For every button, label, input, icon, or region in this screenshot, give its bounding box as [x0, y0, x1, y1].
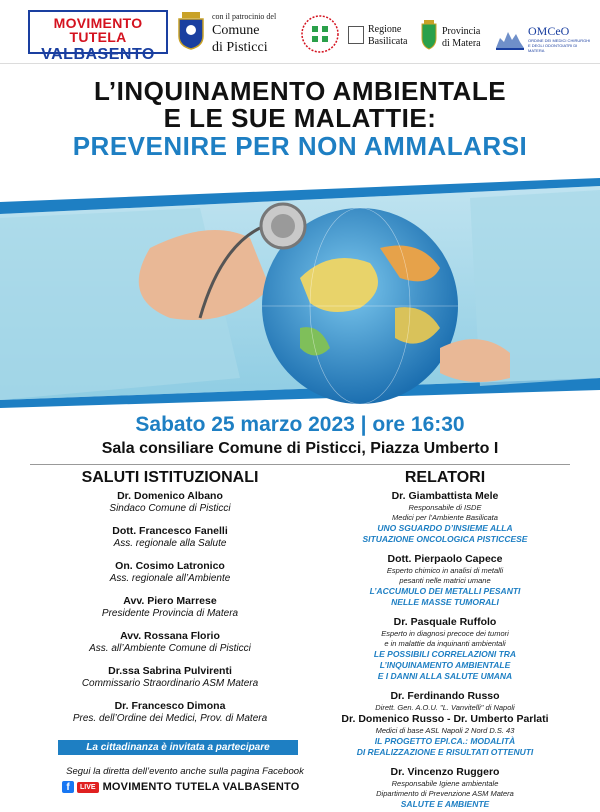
person-role: Pres. dell’Ordine dei Medici, Prov. di Matera	[72, 713, 268, 724]
omceo-subtitle: ORDINE DEI MEDICI CHIRURGHI E DEGLI ODONTOIATRI DI MATERA	[528, 38, 591, 53]
list-item	[30, 525, 310, 550]
relatori-heading: RELATORI	[404, 469, 486, 486]
region-line1: Regione	[368, 24, 402, 35]
speaker-desc: Responsabile di ISDE	[408, 503, 482, 512]
speaker-topic: L’INQUINAMENTO AMBIENTALE	[379, 660, 511, 670]
hero-image	[0, 178, 600, 408]
list-item	[300, 690, 590, 758]
speaker-name: Dr. Vincenzo Ruggero	[390, 766, 500, 778]
list-item	[300, 553, 590, 608]
list-item	[30, 665, 310, 690]
patronage-name-line2: di Pisticci	[212, 40, 268, 55]
provincia-matera-logo	[420, 20, 488, 56]
omceo-building-icon	[494, 24, 526, 52]
speaker-name: Dr. Domenico Russo - Dr. Umberto Parlati	[341, 713, 549, 725]
organizer-name-line2: VALBASENTO	[41, 46, 155, 63]
speaker-topic: LE POSSIBILI CORRELAZIONI TRA	[373, 649, 517, 659]
list-item	[30, 490, 310, 515]
provincia-crest-icon	[420, 20, 438, 50]
speaker-topic: L’ACCUMULO DEI METALLI PESANTI	[369, 586, 521, 596]
patronage-label: con il patrocinio del	[212, 12, 277, 21]
person-name: On. Cosimo Latronico	[115, 560, 225, 572]
person-role: Sindaco Comune di Pisticci	[109, 503, 231, 514]
speaker-desc: Esperto in diagnosi precoce dei tumori	[381, 629, 509, 638]
list-item	[30, 560, 310, 585]
facebook-page-name: MOVIMENTO TUTELA VALBASENTO	[102, 781, 300, 793]
speaker-name: Dott. Pierpaolo Capece	[387, 553, 503, 565]
speaker-desc: e in malattie da inquinanti ambientali	[384, 639, 506, 648]
event-date: Sabato 25 marzo 2023 | ore 16:30	[135, 413, 465, 436]
list-item	[30, 630, 310, 655]
speaker-desc: Dipartimento di Prevenzione ASM Matera	[376, 789, 514, 798]
speaker-topic: SITUAZIONE ONCOLOGICA PISTICCESE	[362, 534, 528, 544]
omceo-name: OMCeO	[528, 24, 570, 38]
speaker-desc: Esperto chimico in analisi di metalli	[386, 566, 504, 575]
speaker-desc: Medici per l’Ambiente Basilicata	[392, 513, 498, 522]
province-line2: di Matera	[442, 38, 481, 49]
person-role: Ass. regionale alla Salute	[113, 538, 227, 549]
speaker-topic: NELLE MASSE TUMORALI	[391, 597, 499, 607]
speaker-name: Dr. Pasquale Ruffolo	[393, 616, 497, 628]
speaker-name: Dr. Ferdinando Russo	[390, 690, 500, 702]
logo-header	[0, 0, 600, 64]
title-line2: E LE SUE MALATTIE:	[163, 103, 437, 134]
person-role: Commissario Straordinario ASM Matera	[81, 678, 259, 689]
saluti-heading: SALUTI ISTITUZIONALI	[81, 469, 259, 486]
organizer-logo	[28, 10, 168, 63]
invite-banner: La cittadinanza è invitata a partecipare	[58, 740, 298, 755]
speaker-topic: DI REALIZZAZIONE E RISULTATI OTTENUTI	[356, 747, 534, 757]
divider	[30, 464, 570, 465]
province-line1: Provincia	[442, 26, 481, 37]
follow-text: Segui la diretta dell’evento anche sulla pagina Facebook	[66, 766, 304, 777]
speaker-desc: Responsabile Igiene ambientale	[391, 779, 499, 788]
pisticci-crest-icon	[176, 12, 206, 50]
list-item	[30, 595, 310, 620]
list-item	[30, 700, 310, 725]
live-badge: LIVE	[77, 782, 99, 793]
region-line2: Basilicata	[368, 36, 408, 47]
event-place: Sala consiliare Comune di Pisticci, Piazza Umberto I	[101, 440, 499, 457]
saluti-list	[30, 490, 310, 735]
speaker-topic: E I DANNI ALLA SALUTE UMANA	[377, 671, 513, 681]
speaker-desc: Medici di base ASL Napoli 2 Nord D.S. 43	[375, 726, 515, 735]
facebook-icon: f	[62, 781, 74, 793]
event-title	[0, 78, 600, 160]
speaker-topic: IL PROGETTO EPI.CA.: MODALITÀ	[374, 736, 516, 746]
relatori-list	[300, 490, 590, 812]
regione-basilicata-logo	[348, 22, 416, 54]
organizer-name-line1: MOVIMENTO TUTELA	[53, 15, 143, 45]
person-name: Dr. Francesco Dimona	[114, 700, 226, 712]
person-role: Ass. regionale all’Ambiente	[109, 573, 231, 584]
omceo-logo	[494, 22, 594, 54]
person-name: Avv. Rossana Florio	[120, 630, 220, 642]
regione-flag-icon	[348, 26, 364, 44]
list-item	[300, 766, 590, 810]
person-name: Dr. Domenico Albano	[117, 490, 223, 502]
person-role: Presidente Provincia di Matera	[101, 608, 239, 619]
person-name: Dr.ssa Sabrina Pulvirenti	[108, 665, 232, 677]
list-item	[300, 616, 590, 682]
person-name: Dott. Francesco Fanelli	[112, 525, 228, 537]
speaker-topic: SALUTE E AMBIENTE	[400, 799, 490, 809]
speaker-desc: Dirett. Gen. A.O.U. "L. Vanvitelli" di Napoli	[375, 703, 515, 712]
person-role: Ass. all’Ambiente Comune di Pisticci	[89, 643, 251, 654]
patronage-name-line1: Comune	[212, 23, 260, 38]
title-line3: PREVENIRE PER NON AMMALARSI	[72, 130, 528, 161]
globe-stethoscope-illustration	[0, 178, 600, 408]
person-name: Avv. Piero Marrese	[123, 595, 217, 607]
speaker-desc: pesanti nelle matrici umane	[399, 576, 491, 585]
isde-logo-icon	[300, 14, 340, 54]
title-line1: L’INQUINAMENTO AMBIENTALE	[93, 76, 507, 106]
speaker-name: Dr. Giambattista Mele	[391, 490, 499, 502]
list-item	[300, 490, 590, 545]
speaker-topic: UNO SGUARDO D’INSIEME ALLA	[377, 523, 513, 533]
facebook-live-link[interactable]	[62, 779, 299, 795]
